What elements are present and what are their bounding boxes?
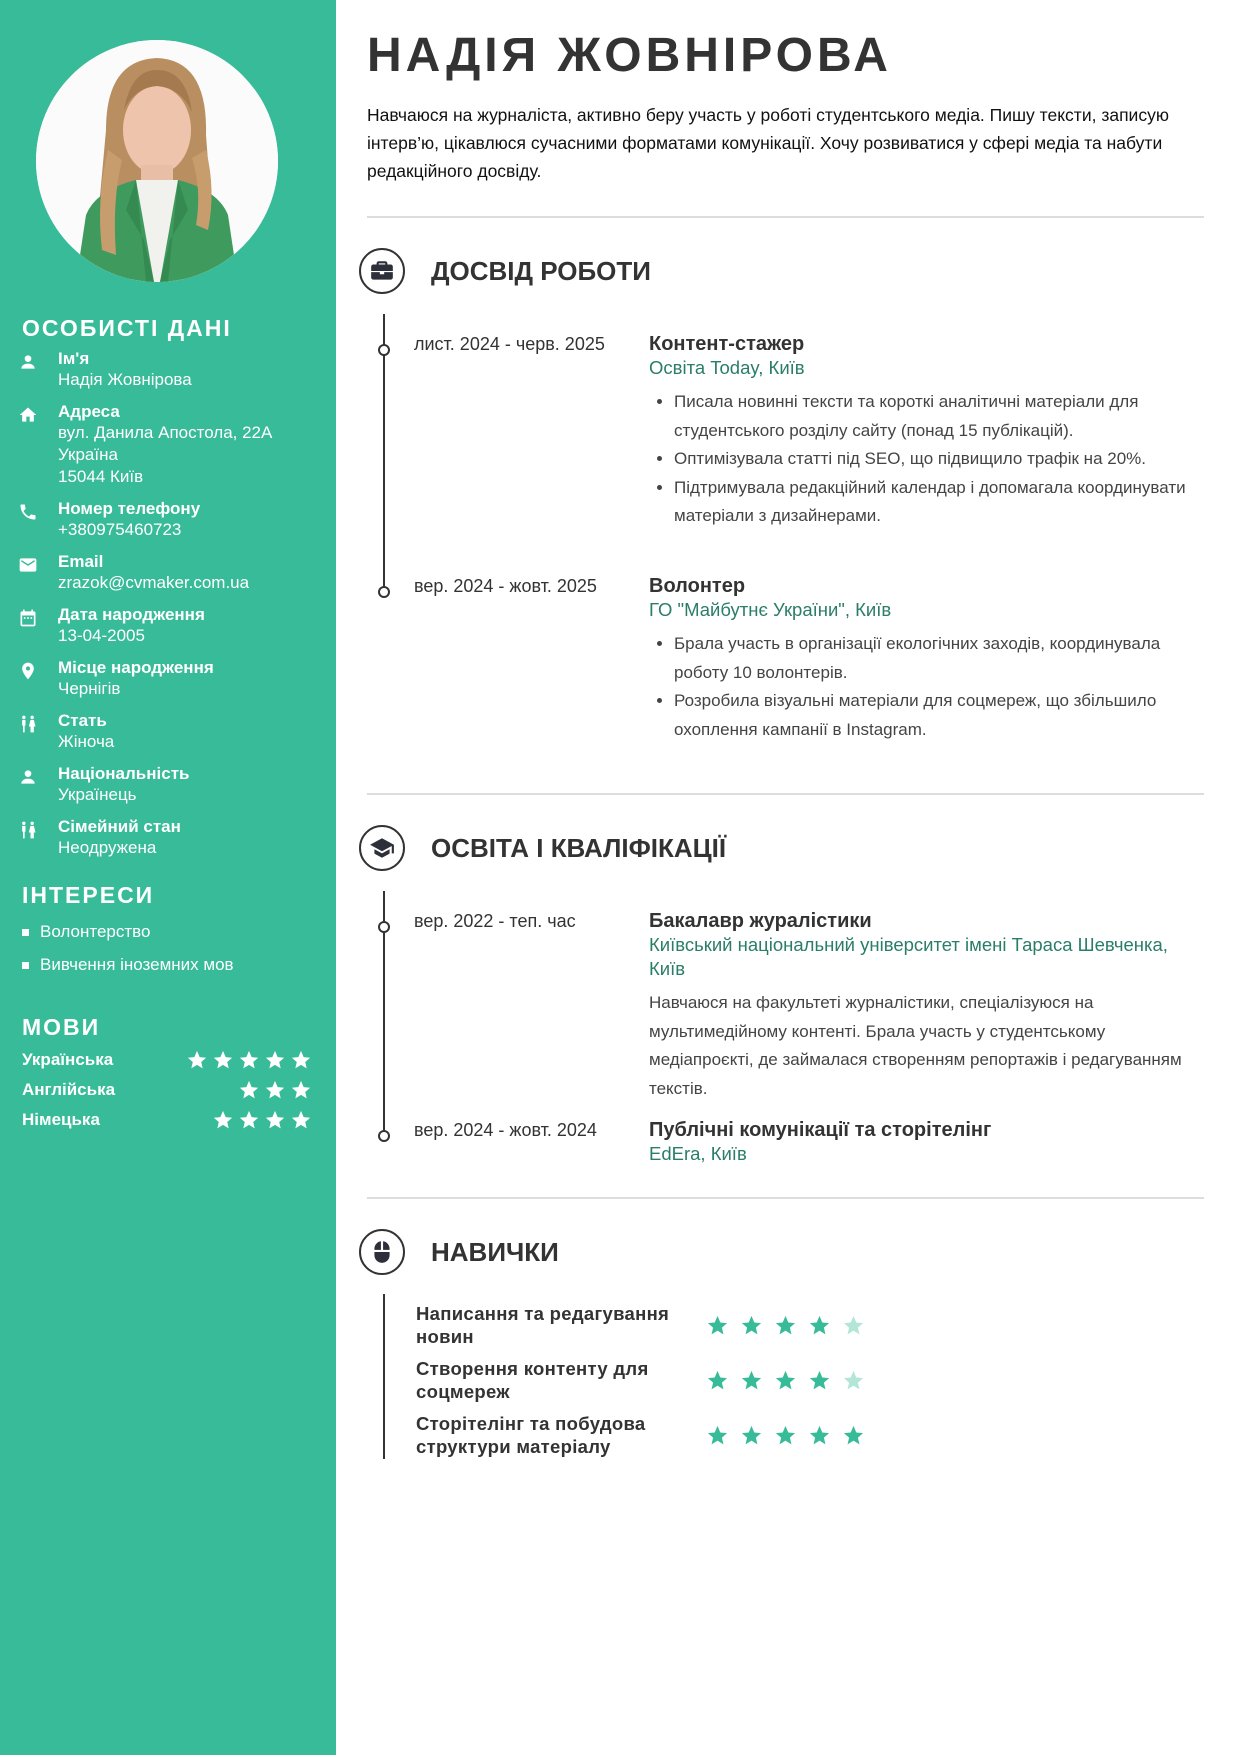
personal-item-birthplace (0, 657, 336, 700)
personal-item-marital-status (0, 816, 336, 859)
skill-name: Сторітелінг та побудова структури матеріалу (416, 1413, 646, 1457)
personal-value: Надія Жовнірова (58, 370, 192, 389)
personal-label: Адреса (58, 402, 120, 421)
personal-label: Національність (58, 764, 190, 783)
skills-section-header (359, 1229, 559, 1275)
interest-item (22, 921, 234, 943)
phone-icon (18, 502, 38, 522)
star-filled-icon (774, 1369, 797, 1392)
briefcase-icon (359, 248, 405, 294)
personal-label: Дата народження (58, 605, 205, 624)
personal-value: 13-04-2005 (58, 626, 145, 645)
personal-item-nationality (0, 763, 336, 806)
sidebar (0, 0, 336, 1755)
entry-bullets (649, 388, 1204, 531)
skill-row (416, 1302, 876, 1348)
interest-item (22, 954, 234, 976)
entry-organization: EdEra, Київ (649, 1143, 747, 1164)
entry-organization: Київський національний університет імені Тараса Шевченка, Київ (649, 934, 1168, 979)
entry-date: лист. 2024 - черв. 2025 (414, 334, 605, 354)
star-filled-icon (706, 1314, 729, 1337)
language-rating (186, 1049, 312, 1071)
personal-label: Сімейний стан (58, 817, 181, 836)
star-filled-icon (238, 1049, 260, 1071)
timeline-dot (378, 586, 390, 598)
skill-name: Створення контенту для соцмереж (416, 1358, 649, 1402)
personal-data-list (0, 348, 336, 869)
experience-section-header (359, 248, 651, 294)
languages-list (22, 1045, 312, 1135)
bullet-item: • Розробила візуальні матеріали для соцмереж, що збільшило охоплення кампанії в Instagram. (674, 687, 1204, 744)
star-filled-icon (186, 1049, 208, 1071)
personal-value: +380975460723 (58, 520, 182, 539)
section-divider (367, 216, 1204, 218)
personal-item-phone (0, 498, 336, 541)
entry-title: Волонтер (649, 575, 746, 597)
education-section-title: ОСВІТА І КВАЛІФІКАЦІЇ (431, 832, 727, 863)
entry-title: Публічні комунікації та сторітелінг (649, 1119, 992, 1141)
mouse-icon (359, 1229, 405, 1275)
skill-rating (706, 1369, 865, 1392)
star-filled-icon (264, 1049, 286, 1071)
bullet-item: • Брала участь в організації екологічних заходів, координувала роботу 10 волонтерів. (674, 630, 1204, 687)
skill-row (416, 1412, 876, 1458)
entry-body (649, 332, 1204, 531)
star-filled-icon (238, 1109, 260, 1131)
personal-value: zrazok@cvmaker.com.ua (58, 573, 250, 592)
language-name: Українська (22, 1050, 114, 1069)
bullet-item: • Підтримувала редакційний календар і допомагала координувати матеріали з дизайнерами. (674, 474, 1204, 531)
skill-rating (706, 1314, 865, 1337)
entry-body (649, 1118, 1204, 1166)
people-icon (18, 714, 38, 734)
personal-item-name (0, 348, 336, 391)
entry-organization: ГО "Майбутнє України", Київ (649, 599, 892, 620)
profile-photo (36, 40, 278, 282)
entry-description: Навчаюся на факультеті журналістики, спеціалізуюся на мультимедійному контенті. Брала участь у студентському медіапроєкті, де займалася створенням репортажів і редагуванням текстів. (649, 993, 1182, 1098)
personal-label: Ім'я (58, 349, 90, 368)
timeline-dot (378, 344, 390, 356)
personal-value: вул. Данила Апостола, 22А Україна 15044 Київ (58, 423, 273, 486)
home-icon (18, 405, 38, 425)
star-filled-icon (264, 1079, 286, 1101)
language-row (22, 1075, 312, 1105)
entry-body (649, 909, 1204, 1103)
profile-summary: Навчаюся на журналіста, активно беру участь у роботі студентського медіа. Пишу тексти, записую інтерв’ю, цікавлюся сучасними форматами комунікації. Хочу розвиватися у сфері медіа та набути редакційного досвіду. (367, 105, 1169, 181)
star-filled-icon (842, 1424, 865, 1447)
entry-organization: Освіта Today, Київ (649, 357, 805, 378)
star-filled-icon (212, 1109, 234, 1131)
entry-title: Бакалавр журалістики (649, 910, 872, 932)
personal-value: Жіноча (58, 732, 115, 751)
star-filled-icon (808, 1314, 831, 1337)
bullet-item: • Писала новинні тексти та короткі аналітичні матеріали для студентського розділу сайту (понад 15 публікацій). (674, 388, 1204, 445)
square-bullet-icon (22, 962, 29, 969)
entry-body (649, 574, 1204, 744)
star-filled-icon (212, 1049, 234, 1071)
profile-photo-illustration (36, 40, 278, 282)
star-filled-icon (808, 1424, 831, 1447)
star-filled-icon (706, 1424, 729, 1447)
language-row (22, 1105, 312, 1135)
section-divider (367, 1197, 1204, 1199)
location-pin-icon (18, 661, 38, 681)
languages-heading: МОВИ (22, 1014, 101, 1040)
education-section-header (359, 825, 726, 871)
star-filled-icon (238, 1079, 260, 1101)
skills-timeline-line (383, 1294, 385, 1459)
star-filled-icon (774, 1314, 797, 1337)
star-empty-icon (842, 1369, 865, 1392)
star-filled-icon (290, 1109, 312, 1131)
skill-rating (706, 1424, 865, 1447)
candidate-name: НАДІЯ ЖОВНІРОВА (367, 29, 892, 82)
entry-bullets (649, 630, 1204, 744)
interests-list (22, 921, 234, 987)
experience-section-title: ДОСВІД РОБОТИ (431, 255, 651, 286)
language-name: Англійська (22, 1080, 116, 1099)
interests-heading: ІНТЕРЕСИ (22, 882, 155, 908)
star-filled-icon (808, 1369, 831, 1392)
star-filled-icon (290, 1079, 312, 1101)
entry-title: Контент-стажер (649, 333, 805, 355)
language-name: Німецька (22, 1110, 100, 1129)
graduation-cap-icon (359, 825, 405, 871)
language-row (22, 1045, 312, 1075)
skill-row (416, 1357, 876, 1403)
interest-label: Волонтерство (40, 922, 151, 941)
personal-value: Українець (58, 785, 137, 804)
bullet-item: • Оптимізувала статті під SEO, що підвищило трафік на 20%. (674, 445, 1204, 474)
people-icon (18, 820, 38, 840)
entry-date: вер. 2022 - теп. час (414, 911, 576, 931)
star-filled-icon (774, 1424, 797, 1447)
star-filled-icon (264, 1109, 286, 1131)
star-empty-icon (842, 1314, 865, 1337)
timeline-dot (378, 921, 390, 933)
star-filled-icon (290, 1049, 312, 1071)
language-rating (238, 1079, 312, 1101)
personal-item-gender (0, 710, 336, 753)
interest-label: Вивчення іноземних мов (40, 955, 234, 974)
square-bullet-icon (22, 929, 29, 936)
star-filled-icon (740, 1369, 763, 1392)
personal-label: Email (58, 552, 104, 571)
person-icon (18, 767, 38, 787)
personal-label: Номер телефону (58, 499, 201, 518)
star-filled-icon (740, 1314, 763, 1337)
personal-label: Стать (58, 711, 107, 730)
personal-label: Місце народження (58, 658, 214, 677)
section-divider (367, 793, 1204, 795)
personal-item-address (0, 401, 336, 488)
entry-date: вер. 2024 - жовт. 2025 (414, 576, 597, 596)
star-filled-icon (706, 1369, 729, 1392)
language-rating (212, 1109, 312, 1131)
entry-date: вер. 2024 - жовт. 2024 (414, 1120, 597, 1140)
skills-section-title: НАВИЧКИ (431, 1236, 559, 1267)
personal-value: Чернігів (58, 679, 121, 698)
timeline-dot (378, 1130, 390, 1142)
personal-data-heading: ОСОБИСТІ ДАНІ (22, 315, 232, 341)
person-icon (18, 352, 38, 372)
personal-value: Неодружена (58, 838, 157, 857)
calendar-icon (18, 608, 38, 628)
star-filled-icon (740, 1424, 763, 1447)
email-icon (18, 555, 38, 575)
personal-item-birthdate (0, 604, 336, 647)
skill-name: Написання та редагування новин (416, 1303, 670, 1347)
personal-item-email (0, 551, 336, 594)
